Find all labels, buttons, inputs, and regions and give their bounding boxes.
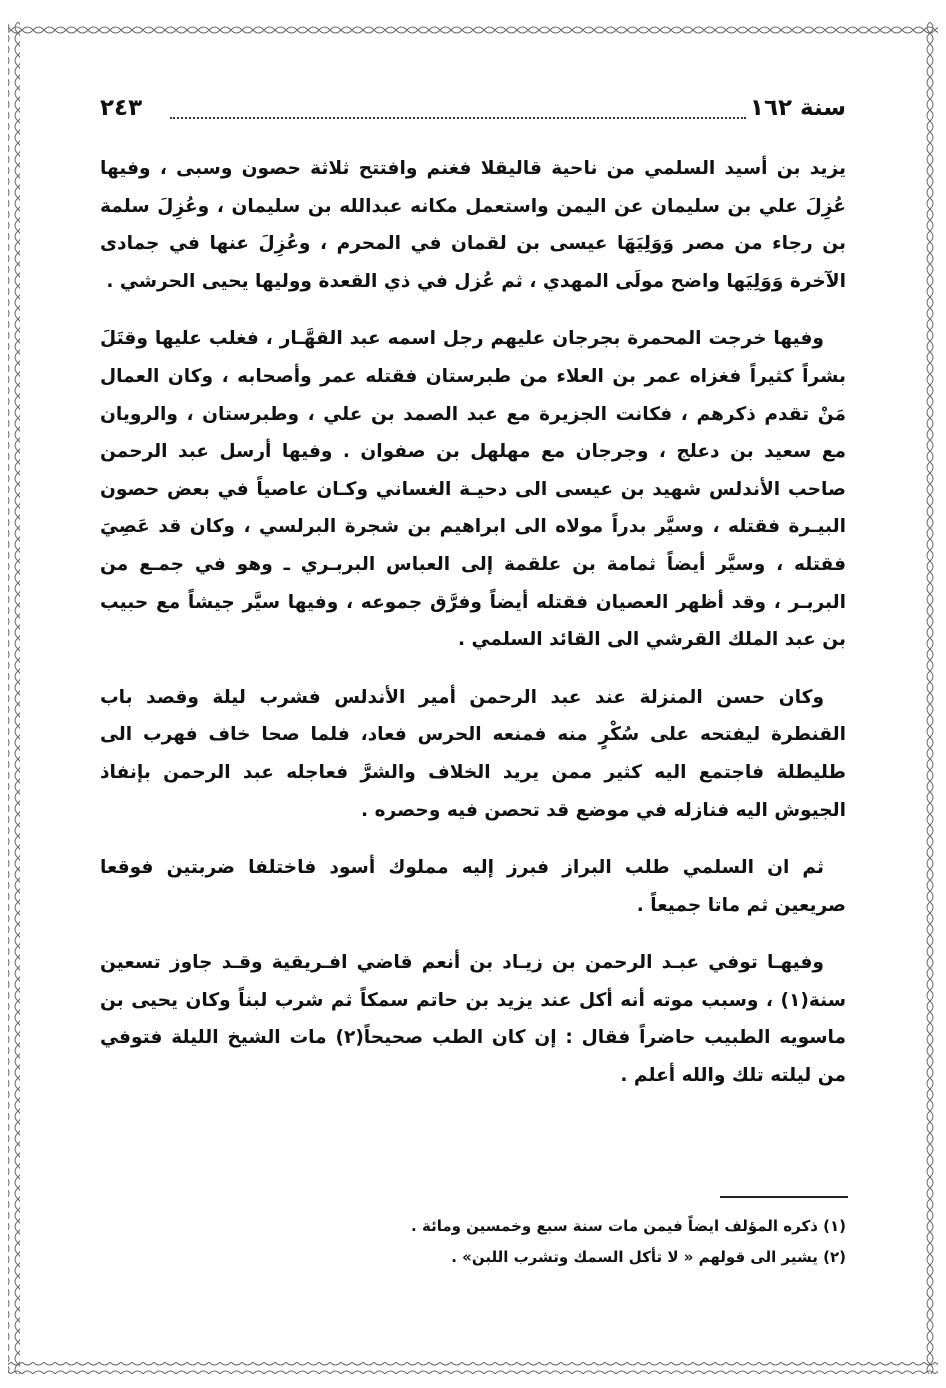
paragraph: وكان حسن المنزلة عند عبد الرحمن أمير الأندلس فشرب ليلة وقصد باب القنطرة ليفتحه على سُكْرٍ منه فمنعه الحرس فعاد، فلما صحا خاف فهرب الى طليطلة فاجتمع اليه كثير ممن يريد الخلاف والشرَّ فعاجله عبد الرحمن بإنفاذ الجيوش اليه فنازله في موضع قد تحصن فيه وحصره . — [100, 686, 846, 821]
footnote: (١) ذكره المؤلف ايضاً فيمن مات سنة سبع وخمسين ومائة . — [411, 1217, 846, 1235]
header-dotted-leader — [170, 117, 746, 119]
footnote-divider — [720, 1196, 848, 1198]
body-text — [100, 150, 846, 1115]
paragraph: ثم ان السلمي طلب البراز فبرز إليه مملوك أسود فاختلفا ضربتين فوقعا صريعين ثم ماتا جميعاً . — [100, 857, 846, 916]
page-number: ٢٤٣ — [100, 95, 143, 121]
page-header — [100, 95, 846, 131]
paragraph: يزيد بن أسيد السلمي من ناحية قاليقلا فغنم وافتتح ثلاثة حصون وسبى ، وفيها عُزِلَ علي بن سليمان عن اليمن واستعمل مكانه عبدالله بن سليمان ، وعُزِلَ سلمة بن رجاء من مصر وَوَلِيَهَا عيسى بن لقمان في المحرم ، وعُزِلَ عنها في جمادى الآخرة وَوَلِيَها واضح مولَى المهدي ، ثم عُزل في ذي القعدة ووليها يحيى الحرشي . — [100, 158, 846, 292]
footnote: (٢) يشير الى قولهم « لا تأكل السمك وتشرب اللبن» . — [451, 1248, 846, 1266]
paragraph: وفيهـا توفي عبـد الرحمن بن زيـاد بن أنعم قاضي افـريقية وقـد جاوز تسعين سنة(١) ، وسبب موته أنه أكل عند يزيد بن حاتم سمكاً ثم شرب لبناً وكان يحيى بن ماسويه الطبيب حاضراً فقال : إن كان الطب صحيحاً(٢) مات الشيخ الليلة فتوفي من ليلته تلك والله أعلم . — [100, 952, 847, 1087]
footnotes — [100, 1211, 846, 1273]
running-title: سنة ١٦٢ — [749, 95, 846, 121]
paragraph: وفيها خرجت المحمرة بجرجان عليهم رجل اسمه عبد القهَّـار ، فغلب عليها وقتَلَ بشراً كثيراً فغزاه عمر بن العلاء من طبرستان فقتله عمر وأصحابه ، وكان العمال مَنْ تقدم ذكرهم ، فكانت الجزيرة مع عبد الصمد بن علي ، وطبرستان ، والرويان مع سعيد بن دعلج ، وجرجان مع مهلهل بن صفوان . وفيها أرسل عبد الرحمن صاحب الأندلس شهيد بن عيسى الى دحيـة الغساني وكـان عاصياً في بعض حصون البيـرة فقتله ، وسيَّر بدراً مولاه الى ابراهيم بن شجرة البرلسي ، وكان قد عَصِيَ فقتله ، وسيَّر أيضاً ثمامة بن علقمة إلى العباس البربـري ـ وهو في جمـع من البربـر ، وقد أظهر العصيان فقتله أيضاً وفرَّق جموعه ، وفيها سيَّر جيشاً مع حبيب بن عبد الملك القرشي الى القائد السلمي . — [100, 328, 846, 651]
